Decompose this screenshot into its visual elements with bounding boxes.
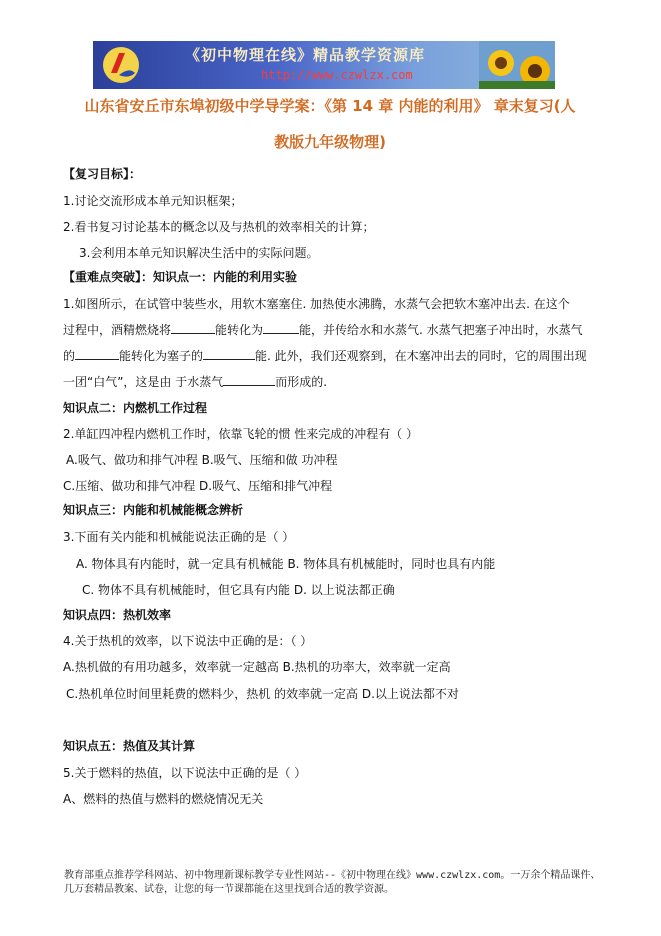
knowledge-point-2-heading: 知识点二：内燃机工作过程 [63,401,208,415]
answer-blank[interactable] [223,373,275,386]
document-title-line2: 教版九年级物理) [274,133,386,151]
question-4-stem: 4.关于热机的效率，以下说法中正确的是：（ ） [63,634,313,648]
question-2-options-ab: A.吸气、做功和排气冲程 B.吸气、压缩和做 功冲程 [66,453,338,467]
knowledge-point-1-heading: 【重难点突破】：知识点一：内能的利用实验 [63,270,298,284]
document-title-line1: 山东省安丘市东埠初级中学导学案：《第 14 章 内能的利用》 章末复习(人 [84,97,576,115]
banner-title: 《初中物理在线》精品教学资源库 [185,46,426,64]
knowledge-point-4-heading: 知识点四：热机效率 [63,608,172,622]
answer-blank[interactable] [203,347,255,360]
question-1-text: 能. 此外，我们还观察到，在木塞冲出去的同时，它的周围出现 [255,349,587,363]
question-1-text: 一团“白气”，这是由 于水蒸气 [63,375,224,389]
question-5-option-a: A、燃料的热值与燃料的燃烧情况无关 [63,792,264,806]
question-1-text: 能转化为 [215,323,264,337]
footer-line-1: 教育部重点推荐学科网站、初中物理新课标教学专业性网站--《初中物理在线》www.czwlzx.com。一万余个精品课件、 [64,870,601,881]
question-1-text: 能转化为塞子的 [119,349,204,363]
question-5-stem: 5.关于燃料的热值，以下说法中正确的是（ ） [63,766,307,780]
footer-line-2: 几万套精品教案、试卷，让您的每一节课都能在这里找到合适的教学资源。 [64,884,394,895]
question-4-options-cd: C.热机单位时间里耗费的燃料少，热机 的效率就一定高 D.以上说法都不对 [66,687,459,701]
answer-blank[interactable] [263,321,299,334]
site-banner [93,41,555,89]
question-1-text: 而形成的. [275,375,328,389]
question-1-line-d [63,373,327,390]
question-1-text: 的 [63,349,76,363]
goal-item-2: 2.看书复习讨论基本的概念以及与热机的效率相关的计算； [63,220,375,234]
question-1-line-b [63,321,583,338]
question-2-options-cd: C.压缩、做功和排气冲程 D.吸气、压缩和排气冲程 [63,479,333,493]
answer-blank[interactable] [171,321,215,334]
banner-url: http://www.czwlzx.com [261,68,413,82]
goal-item-3: 3.会利用本单元知识解决生活中的实际问题。 [79,246,319,260]
question-3-options-ab: A. 物体具有内能时，就一定具有机械能 B. 物体具有机械能时，同时也具有内能 [76,557,496,571]
answer-blank[interactable] [75,347,119,360]
sunflower-icon [479,41,555,89]
goal-item-1: 1.讨论交流形成本单元知识框架； [63,194,243,208]
question-3-options-cd: C. 物体不具有机械能时，但它具有内能 D. 以上说法都正确 [82,583,395,597]
question-1-line-c [63,347,587,364]
question-1-text: 过程中，酒精燃烧将 [63,323,172,337]
question-2-stem: 2.单缸四冲程内燃机工作时，依靠飞轮的惯 性来完成的冲程有（ ） [63,427,419,441]
question-1-text: 能，并传给水和水蒸气. 水蒸气把塞子冲出时，水蒸气 [299,323,583,337]
knowledge-point-5-heading: 知识点五：热值及其计算 [63,739,196,753]
knowledge-point-3-heading: 知识点三：内能和机械能概念辨析 [63,503,244,517]
question-1-line-a: 1.如图所示，在试管中装些水，用软木塞塞住. 加热使水沸腾，水蒸气会把软木塞冲出去. 在这个 [63,297,570,311]
review-goals-heading: 【复习目标】： [63,167,142,181]
question-3-stem: 3.下面有关内能和机械能说法正确的是（ ） [63,530,295,544]
question-4-options-ab: A.热机做的有用功越多，效率就一定越高 B.热机的功率大，效率就一定高 [63,660,451,674]
site-logo-icon [101,45,141,85]
